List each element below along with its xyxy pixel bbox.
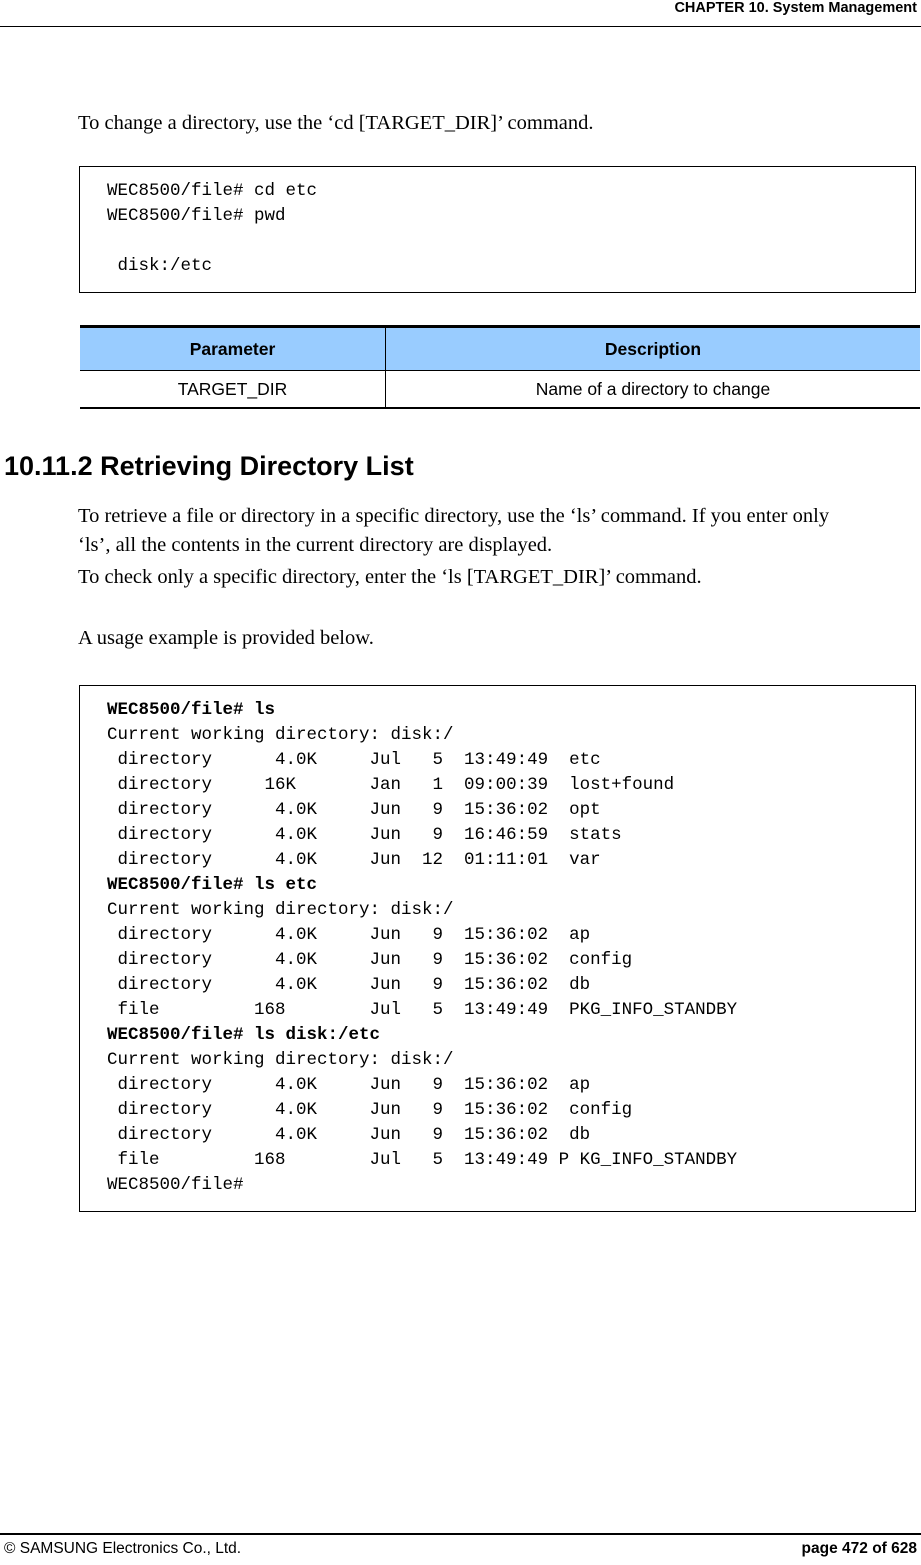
footer-copyright: © SAMSUNG Electronics Co., Ltd. [4,1540,242,1557]
code-output-line: directory 4.0K Jun 9 15:36:02 db [107,975,591,995]
code-output-line: directory 4.0K Jun 9 16:46:59 stats [107,825,622,845]
table-header-row [80,327,920,371]
code-block-cd [79,166,916,293]
table-cell-parameter: TARGET_DIR [80,371,386,409]
code-output-line: Current working directory: disk:/ [107,725,454,745]
code-output-line: Current working directory: disk:/ [107,1050,454,1070]
code-output-line: WEC8500/file# [107,1175,244,1195]
code-output-line: directory 4.0K Jun 9 15:36:02 ap [107,1075,591,1095]
code-output-line: directory 16K Jan 1 09:00:39 lost+found [107,775,675,795]
code-output-line: file 168 Jul 5 13:49:49 P KG_INFO_STANDBY [107,1150,738,1170]
code-output-line: directory 4.0K Jun 9 15:36:02 config [107,950,633,970]
code-command-line: WEC8500/file# ls disk:/etc [107,1025,381,1045]
column-header-description: Description [386,327,921,371]
code-line: WEC8500/file# pwd [107,206,286,226]
code-output-line: directory 4.0K Jun 12 01:11:01 var [107,850,601,870]
code-output-line: directory 4.0K Jun 9 15:36:02 config [107,1100,633,1120]
code-output-line: directory 4.0K Jun 9 15:36:02 ap [107,925,591,945]
section-paragraph: A usage example is provided below. [78,627,374,649]
section-paragraph: To check only a specific directory, enter the ‘ls [TARGET_DIR]’ command. [78,566,702,588]
code-block-ls [79,685,916,1212]
column-header-parameter: Parameter [80,327,386,371]
intro-paragraph: To change a directory, use the ‘cd [TARGET_DIR]’ command. [78,112,594,134]
table-row [80,371,920,409]
code-output-line: Current working directory: disk:/ [107,900,454,920]
section-paragraph: To retrieve a file or directory in a specific directory, use the ‘ls’ command. If you enter only [78,505,830,527]
section-heading: 10.11.2 Retrieving Directory List [4,451,414,481]
code-command-line: WEC8500/file# ls etc [107,875,318,895]
footer-divider [0,1533,921,1535]
section-paragraph: ‘ls’, all the contents in the current directory are displayed. [78,534,553,556]
code-line: disk:/etc [107,256,213,276]
code-output-line: directory 4.0K Jun 9 15:36:02 opt [107,800,601,820]
code-line: WEC8500/file# cd etc [107,181,318,201]
code-output-line: directory 4.0K Jun 9 15:36:02 db [107,1125,591,1145]
parameter-table [80,325,920,409]
header-divider [0,26,921,27]
chapter-title: CHAPTER 10. System Management [674,0,917,16]
code-output-line: directory 4.0K Jul 5 13:49:49 etc [107,750,601,770]
code-command-line: WEC8500/file# ls [107,700,276,720]
code-output-line: file 168 Jul 5 13:49:49 PKG_INFO_STANDBY [107,1000,738,1020]
table-cell-description: Name of a directory to change [386,371,921,409]
footer-page-number: page 472 of 628 [801,1540,917,1557]
